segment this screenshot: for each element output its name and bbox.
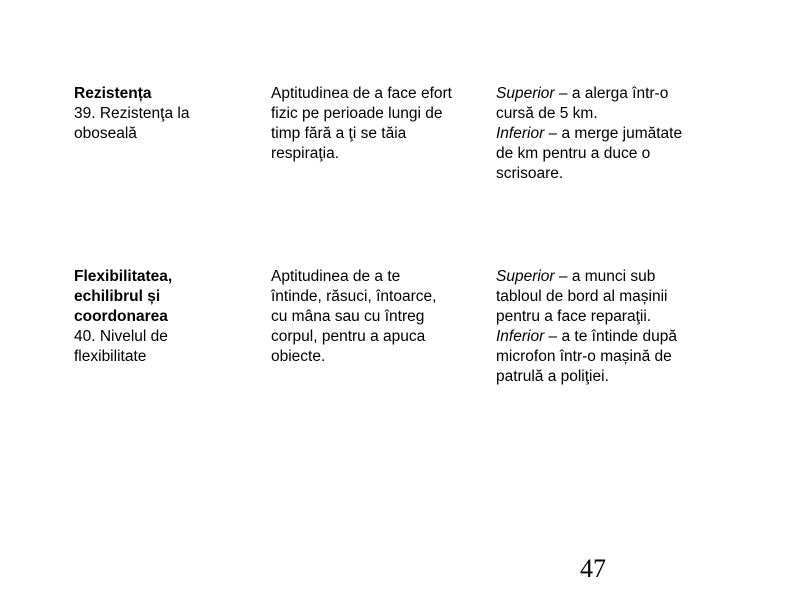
superior-text-line: cursă de 5 km. — [496, 105, 598, 122]
inferior-example — [496, 327, 716, 347]
inferior-label: Inferior — [496, 328, 545, 345]
description-line: Aptitudinea de a face efort — [271, 85, 452, 102]
category-cell — [74, 84, 244, 144]
superior-label: Superior — [496, 268, 555, 285]
description-line: timp fără a ţi se tăia — [271, 125, 407, 142]
description-line: respiraţia. — [271, 145, 340, 162]
inferior-text-line: scrisoare. — [496, 165, 564, 182]
description-line: cu mâna sau cu întreg — [271, 308, 425, 325]
description-cell — [271, 84, 483, 164]
inferior-text: – a te întinde după — [544, 328, 677, 345]
superior-text: – a alerga într-o — [554, 85, 669, 102]
category-title-line: coordonarea — [74, 308, 168, 325]
description-line: obiecte. — [271, 348, 326, 365]
category-cell — [74, 267, 244, 367]
examples-cell — [496, 267, 716, 387]
superior-example — [496, 267, 716, 287]
item-label-line: 40. Nivelul de — [74, 328, 168, 345]
description-line: fizic pe perioade lungi de — [271, 105, 443, 122]
description-line: corpul, pentru a apuca — [271, 328, 426, 345]
inferior-text: – a merge jumătate — [544, 125, 683, 142]
inferior-label: Inferior — [496, 125, 545, 142]
description-cell — [271, 267, 483, 367]
superior-label: Superior — [496, 85, 555, 102]
description-line: Aptitudinea de a te — [271, 268, 401, 285]
category-title-line: echilibrul și — [74, 288, 161, 305]
item-label-line: flexibilitate — [74, 348, 147, 365]
superior-text-line: pentru a face reparaţii. — [496, 308, 652, 325]
item-label-line: 39. Rezistenţa la — [74, 105, 190, 122]
superior-text: – a munci sub — [554, 268, 656, 285]
inferior-text-line: patrulă a poliţiei. — [496, 368, 609, 385]
inferior-example — [496, 124, 716, 144]
examples-cell — [496, 84, 716, 184]
category-title-line: Flexibilitatea, — [74, 268, 173, 285]
superior-text-line: tabloul de bord al mașinii — [496, 288, 668, 305]
inferior-text-line: de km pentru a duce o — [496, 145, 651, 162]
category-title: Rezistența — [74, 85, 152, 102]
superior-example — [496, 84, 716, 104]
item-label-line: oboseală — [74, 125, 137, 142]
inferior-text-line: microfon într-o mașină de — [496, 348, 672, 365]
page-number: 47 — [580, 554, 606, 583]
description-line: întinde, răsuci, întoarce, — [271, 288, 437, 305]
